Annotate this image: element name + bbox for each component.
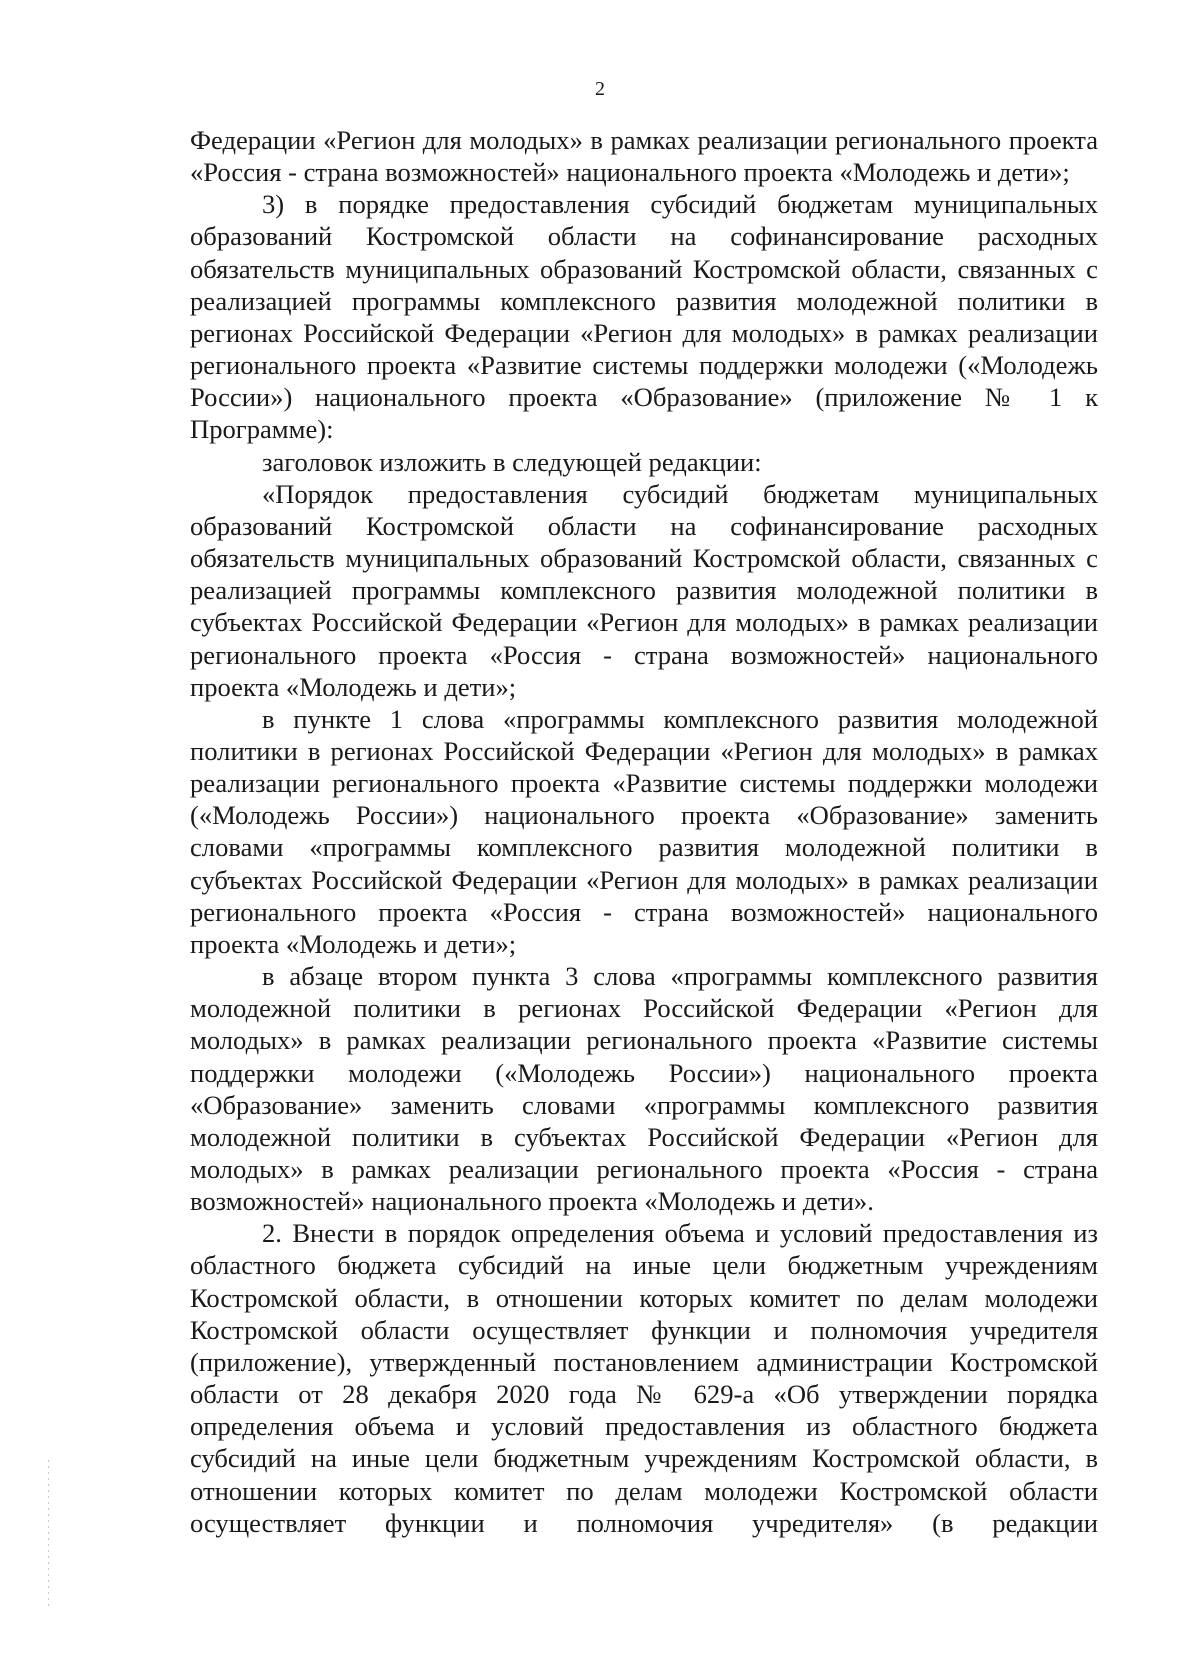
document-body	[190, 124, 1098, 1539]
paragraph-continuation: Федерации «Регион для молодых» в рамках реализации регионального проекта «Россия - страна возможностей» национального проекта «Молодежь и дети»;	[190, 125, 1098, 188]
paragraph-point-3: в абзаце втором пункта 3 слова «программы комплексного развития молодежной политики в регионах Российской Федерации «Регион для молодых» в рамках реализации регионального проекта «Развитие системы поддержки молодежи («Молодежь России») национального проекта «Образование» заменить словами «программы комплексного развития молодежной политики в субъектах Российской Федерации «Регион для молодых» в рамках реализации регионального проекта «Россия - страна возможностей» национального проекта «Молодежь и дети».	[190, 961, 1098, 1217]
scan-margin-mark	[48, 1460, 49, 1610]
paragraph-point-1: в пункте 1 слова «программы комплексного развития молодежной политики в регионах Российской Федерации «Регион для молодых» в рамках реализации регионального проекта «Развитие системы поддержки молодежи («Молодежь России») национального проекта «Образование» заменить словами «программы комплексного развития молодежной политики в субъектах Российской Федерации «Регион для молодых» в рамках реализации регионального проекта «Россия - страна возможностей» национального проекта «Молодежь и дети»;	[190, 703, 1098, 959]
paragraph-section-2: 2. Внести в порядок определения объема и условий предоставления из областного бюджета субсидий на иные цели бюджетным учреждениям Костромской области, в отношении которых комитет по делам молодежи Костромской области осуществляет функции и полномочия учредителя (приложение), утвержденный постановлением администрации Костромской области от 28 декабря 2020 года № 629-а «Об утверждении порядка определения объема и условий предоставления из областного бюджета субсидий на иные цели бюджетным учреждениям Костромской области, в отношении которых комитет по делам молодежи Костромской области осуществляет функции и полномочия учредителя» (в редакции	[190, 1218, 1098, 1538]
paragraph-item-3: 3) в порядке предоставления субсидий бюджетам муниципальных образований Костромской области на софинансирование расходных обязательств муниципальных образований Костромской области, связанных с реализацией программы комплексного развития молодежной политики в регионах Российской Федерации «Регион для молодых» в рамках реализации регионального проекта «Развитие системы поддержки молодежи («Молодежь России») национального проекта «Образование» (приложение № 1 к Программе):	[190, 189, 1098, 445]
paragraph-heading-instruction: заголовок изложить в следующей редакции:	[262, 446, 762, 477]
paragraph-new-heading: «Порядок предоставления субсидий бюджетам муниципальных образований Костромской области на софинансирование расходных обязательств муниципальных образований Костромской области, связанных с реализацией программы комплексного развития молодежной политики в субъектах Российской Федерации «Регион для молодых» в рамках реализации регионального проекта «Россия - страна возможностей» национального проекта «Молодежь и дети»;	[190, 478, 1098, 702]
page-number: 2	[595, 78, 605, 100]
